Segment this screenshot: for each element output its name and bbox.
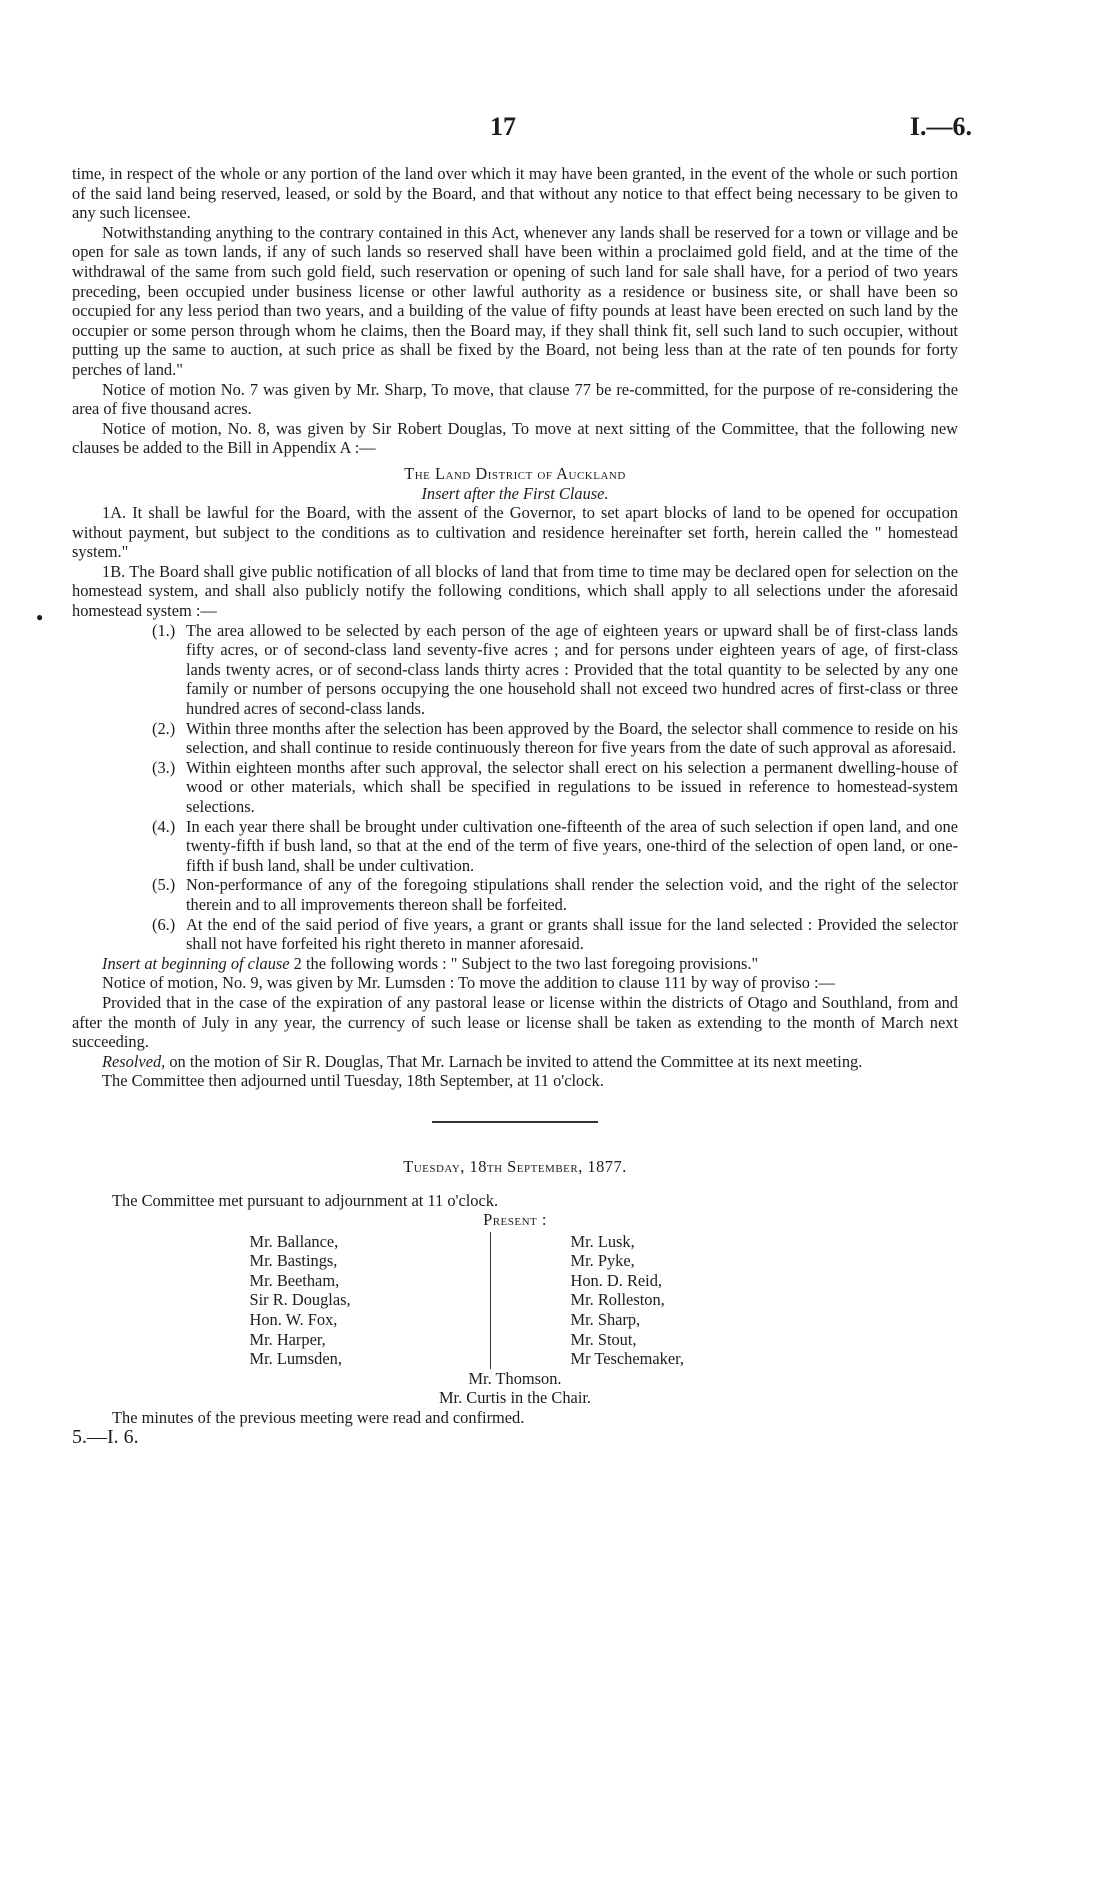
section-heading: The Land District of Auckland	[404, 463, 626, 483]
member-name: Hon. W. Fox,	[249, 1310, 338, 1330]
paragraph-resolved	[72, 1052, 958, 1072]
paragraph-proviso: Provided that in the case of the expiration of any pastoral lease or license within the districts of Otago and Southland, from and after the month of July in any year, the currency of such lease or license shall be taken as extending to the month of March next succeeding.	[72, 992, 958, 1052]
footer-reference: 5.—I. 6.	[72, 1425, 139, 1448]
insert-lead: Insert at beginning of clause	[102, 953, 290, 973]
condition-item	[152, 817, 958, 876]
paragraph-motion-7: Notice of motion No. 7 was given by Mr. Sharp, To move, that clause 77 be re-committed, for the purpose of re-considering the area of five thousand acres.	[72, 379, 958, 419]
member-name: Mr. Lumsden,	[249, 1349, 342, 1369]
members-list	[72, 1232, 958, 1369]
member-name: Sir R. Douglas,	[249, 1290, 351, 1310]
condition-number: (4.)	[152, 816, 176, 836]
member-name: Mr. Bastings,	[249, 1251, 338, 1271]
condition-number: (3.)	[152, 757, 176, 777]
condition-item	[152, 758, 958, 817]
condition-number: (1.)	[152, 620, 176, 640]
document-reference: I.—6.	[909, 112, 972, 141]
condition-text: Within eighteen months after such approval, the selector shall erect on his selection a permanent dwelling-house of wood or other materials, which shall be specified in regulations to be issued in reference to homestead-system selections.	[186, 757, 958, 816]
section-divider	[432, 1121, 598, 1123]
insert-rest: 2 the following words : " Subject to the two last foregoing provisions."	[289, 953, 759, 973]
members-right-column	[491, 1232, 781, 1369]
resolved-lead: Resolved,	[102, 1051, 166, 1071]
condition-number: (6.)	[152, 914, 176, 934]
member-name: Hon. D. Reid,	[570, 1270, 663, 1290]
conditions-list	[72, 621, 958, 954]
clause-1a: 1A. It shall be lawful for the Board, with the assent of the Governor, to set apart blocks of land to be opened for occupation without payment, but subject to the conditions as to cultivation and residence hereinafter set forth, herein called the " homestead system."	[72, 503, 958, 562]
margin-bullet-mark: ●	[36, 610, 44, 624]
paragraph-motion-8: Notice of motion, No. 8, was given by Sir Robert Douglas, To move at next sitting of the Committee, that the following new clauses be added to the Bill in Appendix A :—	[72, 418, 958, 458]
condition-item	[152, 915, 958, 954]
present-label: Present :	[483, 1210, 547, 1230]
member-name: Mr. Sharp,	[570, 1310, 641, 1330]
member-name: Mr. Pyke,	[570, 1251, 635, 1271]
condition-item	[152, 719, 958, 758]
member-name: Mr. Beetham,	[249, 1270, 340, 1290]
members-left-column	[250, 1232, 491, 1369]
paragraph-adjourn: The Committee then adjourned until Tuesday, 18th September, at 11 o'clock.	[102, 1071, 604, 1091]
condition-number: (5.)	[152, 875, 176, 895]
chair-line: Mr. Curtis in the Chair.	[438, 1388, 592, 1408]
condition-text: The area allowed to be selected by each person of the age of eighteen years or upward shall be of first-class lands fifty acres, or of second-class land seventy-five acres ; and for persons under eighteen years of age, of first-class lands twenty acres, or of second-class lands thirty acres : Provided that the total quantity to be selected by any one family or number of persons occupying the one household shall not exceed two hundred acres of first-class or three hundred acres of second-class lands.	[186, 620, 958, 719]
paragraph-notwithstanding: Notwithstanding anything to the contrary contained in this Act, whenever any lands shall be reserved for a town or village and be open for sale as town lands, if any of such lands so reserved shall have been within a proclaimed gold field, and at the time of the withdrawal of the same from such gold field, such reservation or opening of such land for sale shall have, for a period of two years preceding, been occupied under business license or other lawful authority as a residence or business site, or shall have been so occupied for any less period than two years, and a building of the value of fifty pounds at least have been erected on such land by the occupier or some person through whom he claims, then the Board may, if they shall think fit, sell such land to such occupier, without putting up the same to auction, at such price as shall be fixed by the Board, not being less than at the rate of ten pounds for forty perches of land."	[72, 222, 958, 379]
condition-item	[152, 621, 958, 719]
insert-instruction	[72, 954, 958, 974]
condition-text: Non-performance of any of the foregoing stipulations shall render the selection void, and the right of the selector therein and to all improvements thereon shall be forfeited.	[186, 875, 958, 914]
condition-text: At the end of the said period of five years, a grant or grants shall issue for the land selected : Provided the selector shall not have forfeited his right thereto in manner aforesaid.	[186, 914, 958, 954]
member-name: Mr Teschemaker,	[570, 1349, 684, 1369]
condition-text: Within three months after the selection has been approved by the Board, the selector shall commence to reside on his selection, and shall continue to reside continuously thereon for five years from the date of such approval as aforesaid.	[186, 718, 958, 758]
minutes-line: The minutes of the previous meeting were read and confirmed.	[112, 1408, 525, 1428]
clause-1b: 1B. The Board shall give public notification of all blocks of land that from time to time may be declared open for selection on the homestead system, and shall also publicly notify the following conditions, which shall apply to all selections under the aforesaid homestead system :—	[72, 561, 958, 621]
resolved-rest: on the motion of Sir R. Douglas, That Mr. Larnach be invited to attend the Committee at its next meeting.	[165, 1051, 863, 1071]
condition-item	[152, 875, 958, 914]
member-last: Mr. Thomson.	[468, 1368, 562, 1388]
member-name: Mr. Stout,	[570, 1329, 637, 1349]
member-name: Mr. Rolleston,	[570, 1290, 665, 1310]
member-name: Mr. Harper,	[249, 1329, 326, 1349]
page-header	[0, 112, 1114, 148]
session-date: Tuesday, 18th September, 1877.	[403, 1156, 627, 1176]
document-body	[72, 164, 958, 1447]
paragraph-motion-9: Notice of motion, No. 9, was given by Mr. Lumsden : To move the addition to clause 111 by way of proviso :—	[102, 973, 835, 993]
member-name: Mr. Ballance,	[249, 1231, 339, 1251]
member-name: Mr. Lusk,	[570, 1231, 635, 1251]
section-subheading: Insert after the First Clause.	[421, 483, 609, 503]
page-number: 17	[490, 112, 516, 141]
condition-text: In each year there shall be brought under cultivation one-fifteenth of the area of such selection if open land, and one twenty-fifth if bush land, so that at the end of the term of five years, one-third of the selection of open land, or one-fifth if bush land, shall be under cultivation.	[186, 816, 958, 875]
condition-number: (2.)	[152, 718, 176, 738]
session-met: The Committee met pursuant to adjournment at 11 o'clock.	[112, 1190, 499, 1210]
paragraph-continuation: time, in respect of the whole or any portion of the land over which it may have been granted, in the event of the whole or such portion of the said land being reserved, leased, or sold by the Board, and that without any notice to that effect being necessary to be given to any such licensee.	[72, 164, 958, 223]
